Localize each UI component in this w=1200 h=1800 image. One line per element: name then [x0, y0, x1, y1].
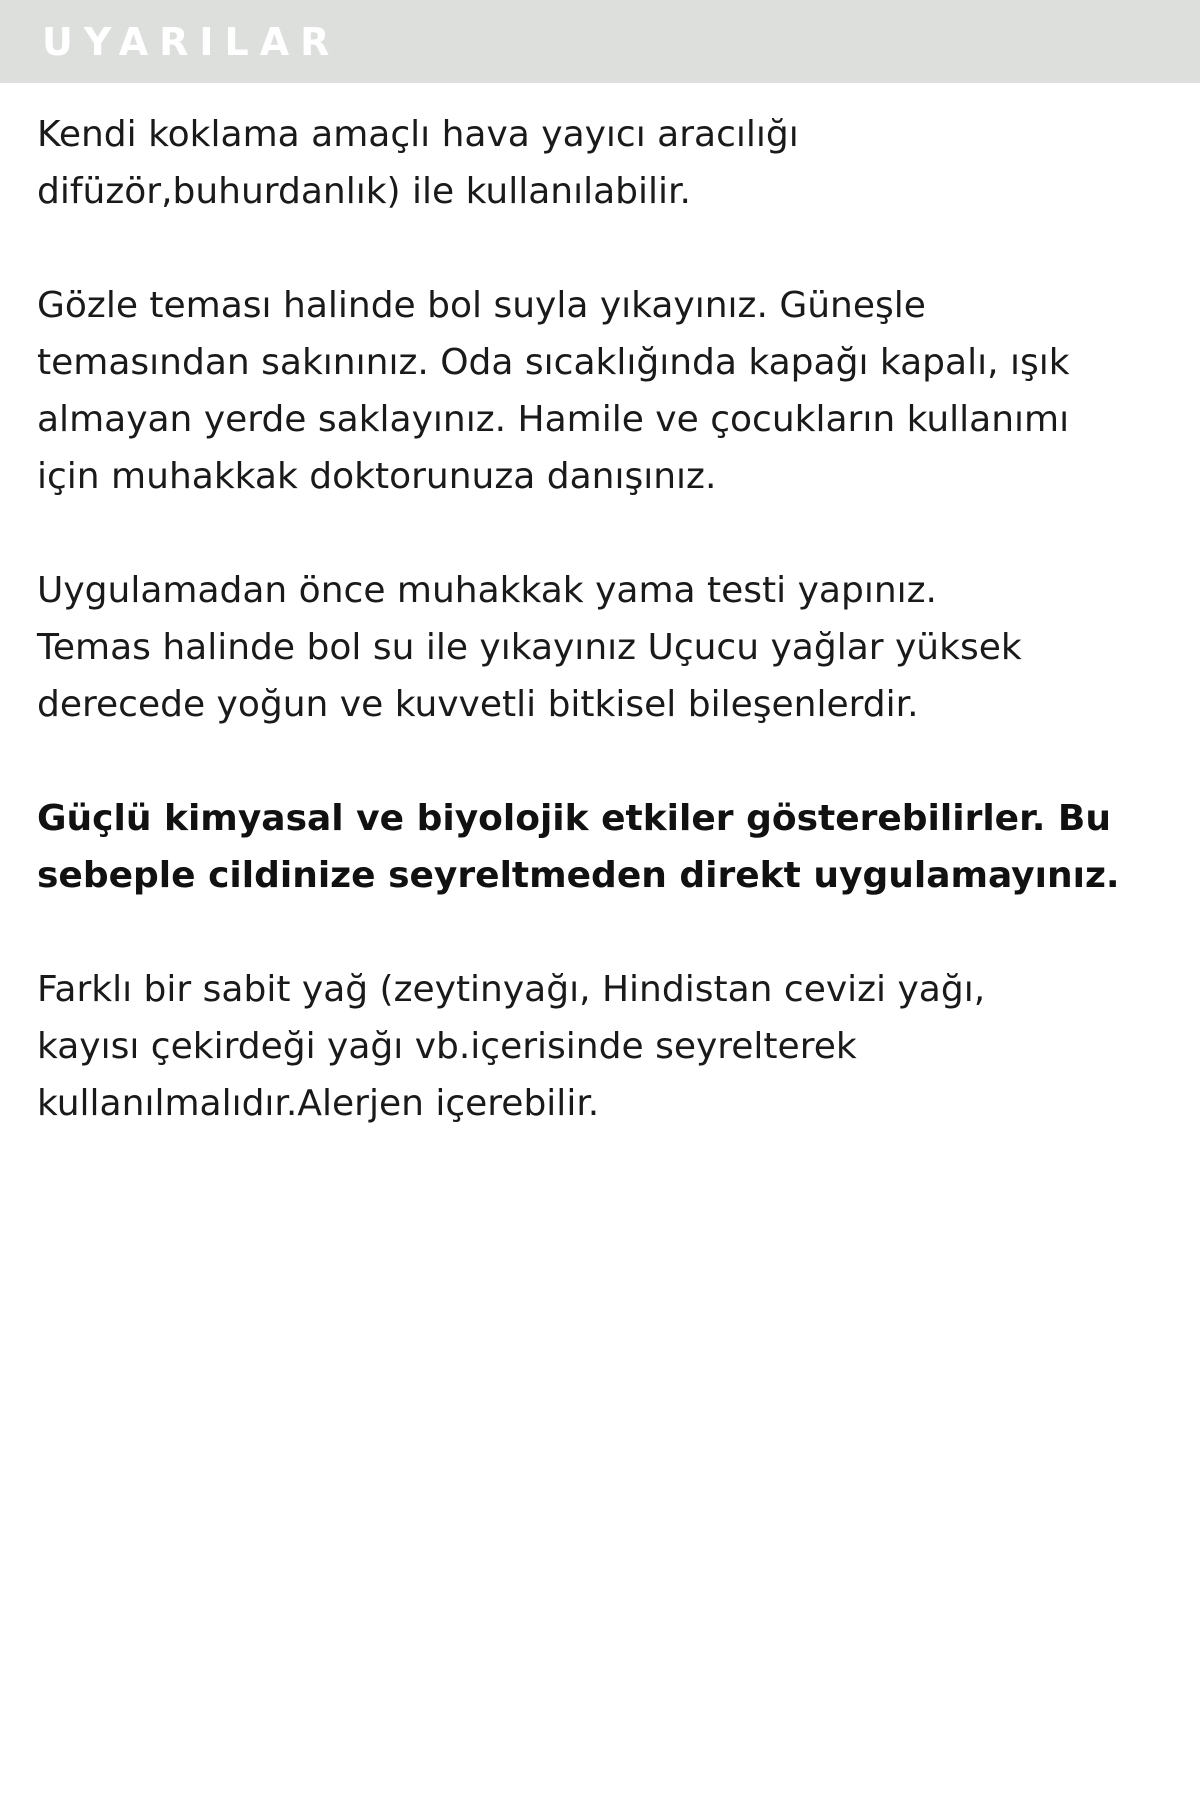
text-line: derecede yoğun ve kuvvetli bitkisel bileşenlerdir.: [37, 684, 919, 725]
warning-paragraph-patch-test: [37, 562, 1167, 733]
text-line: Farklı bir sabit yağ (zeytinyağı, Hindistan cevizi yağı,: [37, 969, 986, 1010]
text-line: Kendi koklama amaçlı hava yayıcı aracılığı: [37, 114, 799, 155]
warning-paragraph-eye-contact: [37, 277, 1167, 505]
text-line: almayan yerde saklayınız. Hamile ve çocukların kullanımı: [37, 399, 1070, 440]
text-line: sebeple cildinize seyreltmeden direkt uygulamayınız.: [37, 855, 1120, 896]
header-band: [0, 0, 1200, 83]
text-line: Gözle teması halinde bol suyla yıkayınız. Güneşle: [37, 285, 926, 326]
text-line: kullanılmalıdır.Alerjen içerebilir.: [37, 1083, 600, 1124]
page-title: UYARILAR: [42, 20, 341, 64]
text-line: Uygulamadan önce muhakkak yama testi yapınız.: [37, 570, 937, 611]
warnings-content: [37, 106, 1167, 1189]
text-line: Temas halinde bol su ile yıkayınız Uçucu yağlar yüksek: [37, 627, 1022, 668]
warning-paragraph-strong-effects: [37, 790, 1167, 904]
text-line: kayısı çekirdeği yağı vb.içerisinde seyrelterek: [37, 1026, 857, 1067]
warning-paragraph-dilution: [37, 961, 1167, 1132]
text-line: için muhakkak doktorunuza danışınız.: [37, 456, 717, 497]
warning-paragraph-usage: [37, 106, 1167, 220]
text-line: difüzör,buhurdanlık) ile kullanılabilir.: [37, 171, 691, 212]
text-line: Güçlü kimyasal ve biyolojik etkiler gösterebilirler. Bu: [37, 798, 1111, 839]
text-line: temasından sakınınız. Oda sıcaklığında kapağı kapalı, ışık: [37, 342, 1070, 383]
